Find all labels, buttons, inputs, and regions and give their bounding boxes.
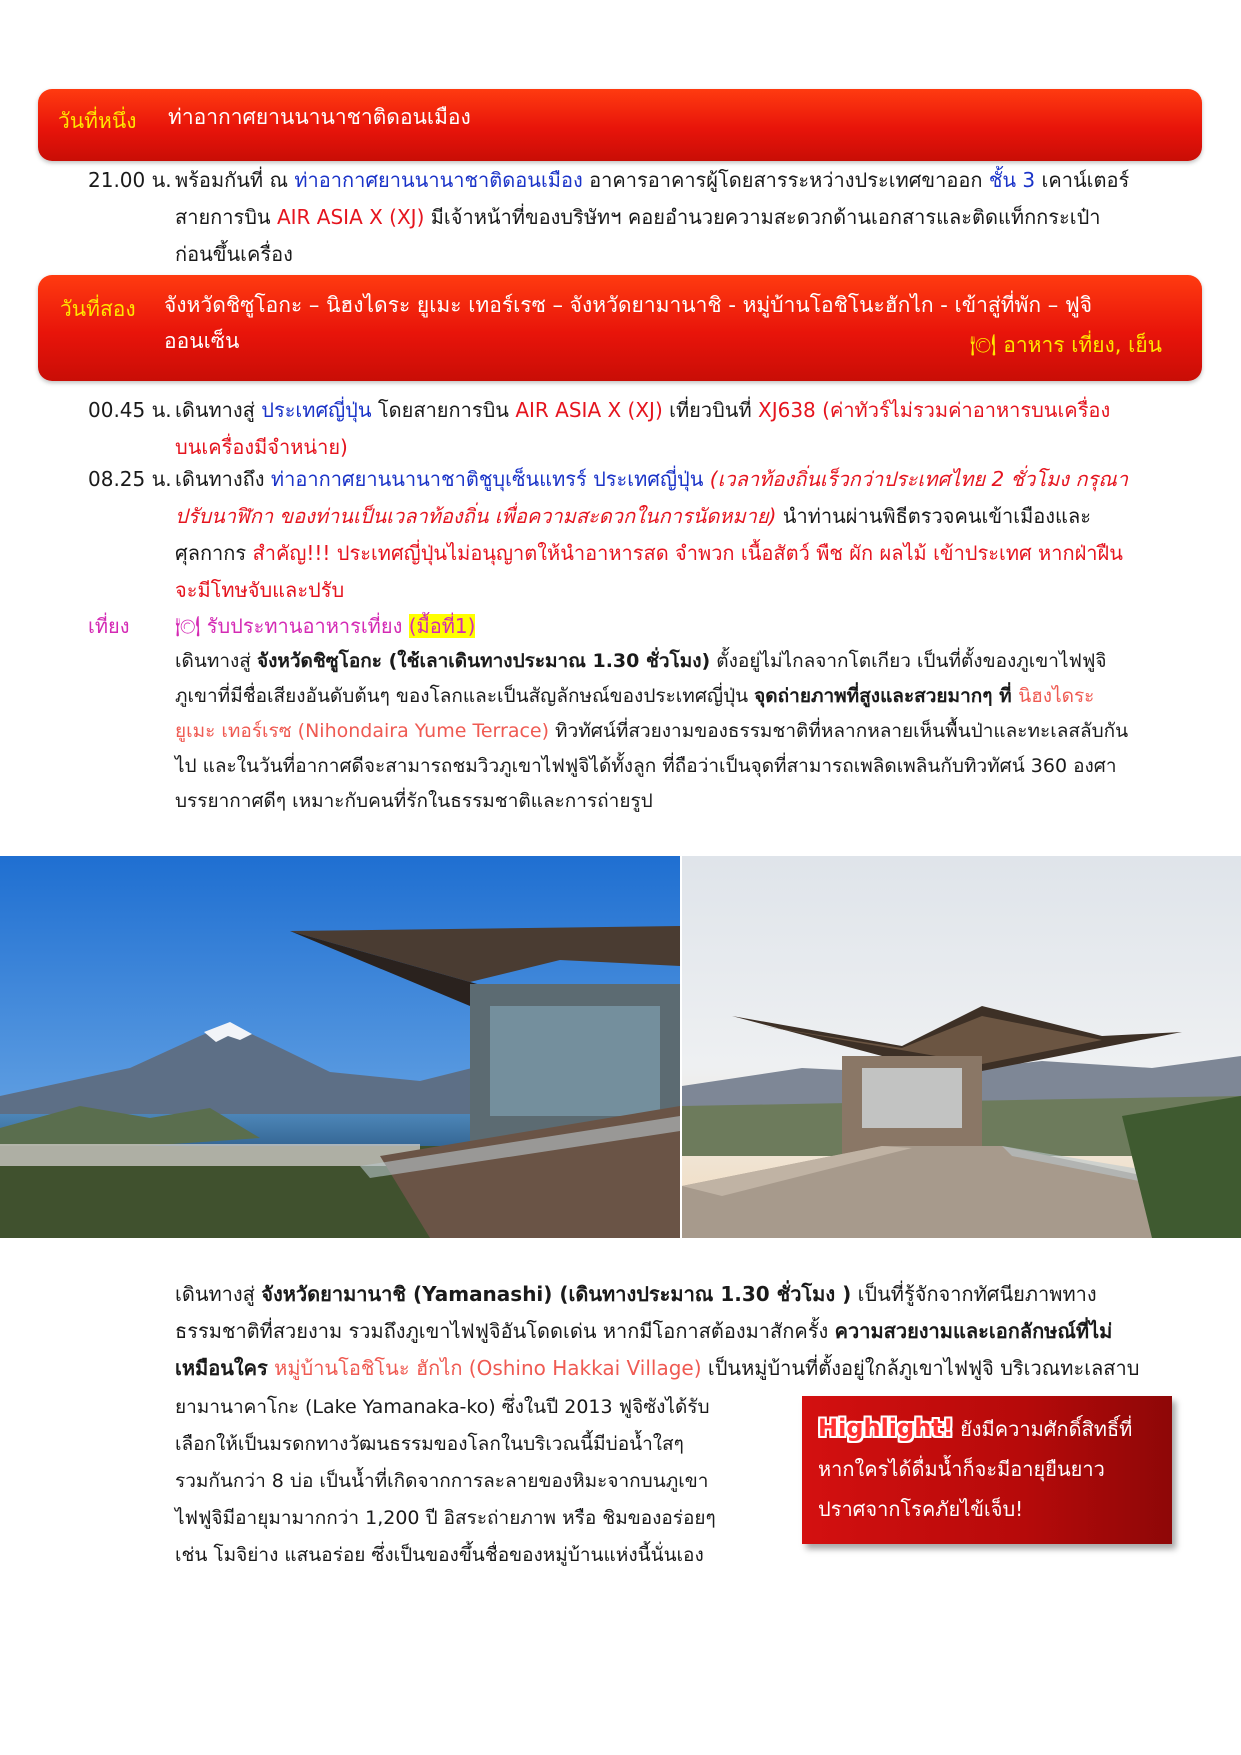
text: พร้อมกันที่ ณ [175,168,295,192]
unique-text: ความสวยงามและเอกลักษณ์ที่ไม่ [834,1319,1113,1343]
airline-text: AIR ASIA X (XJ) [276,205,425,229]
shizuoka-line1 [175,644,1185,679]
oshino-line1: ยามานาคาโกะ (Lake Yamanaka-ko) ซึ่งในปี 2013 ฟูจิซังได้รับ [175,1396,710,1418]
text: สายการบิน [175,205,277,229]
day2-title-line2: ออนเซ็น [164,329,240,353]
day2-label: วันที่สอง [60,297,136,321]
text: ภูเขาที่มีชื่อเสียงอันดับต้นๆ ของโลกและเป็นสัญลักษณ์ของประเทศญี่ปุ่น [175,685,755,707]
yamanashi-paragraph [175,1276,1185,1387]
text: นำท่านผ่านพิธีตรวจคนเข้าเมืองและ [776,504,1091,528]
time-note: (เวลาท้องถิ่นเร็วกว่าประเทศไทย 2 ชั่วโมง กรุณา [703,467,1129,491]
arrive-airport: ท่าอากาศยานนานาชาติชูบุเซ็นแทรร์ ประเทศญี่ปุ่น [270,467,704,491]
text: อาคารอาคารผู้โดยสารระหว่างประเทศขาออก [582,168,989,192]
day1-line2 [175,199,1175,236]
photo-spot-text: จุดถ่ายภาพที่สูงและสวยมากๆ ที่ [754,685,1019,707]
fuji-terrace-photo [0,856,680,1238]
fuji-terrace-illustration [0,856,680,1238]
day1-line1 [175,162,1175,199]
yamanashi-heading: จังหวัดยามานาชิ (Yamanashi) (เดินทางประมาณ 1.30 ชั่วโมง ) [261,1282,852,1306]
airline-text: AIR ASIA X (XJ) [515,398,663,422]
text: ศุลกากร [175,541,253,565]
day1-label: วันที่หนึ่ง [58,109,137,133]
highlight-line1 [818,1408,1163,1449]
day2-title-line1: จังหวัดชิซูโอกะ – นิฮงไดระ ยูเมะ เทอร์เรซ – จังหวัดยามานาชิ - หมู่บ้านโอชิโนะฮักไก - เข้าสู่ที่พัก – ฟูจิ [164,293,1093,317]
lunch-label: เที่ยง [88,614,130,638]
text: เดินทางสู่ [175,1282,262,1306]
shizuoka-line4: ไป และในวันที่อากาศดีจะสามารถชมวิวภูเขาไฟฟูจิได้ทั้งลูก ที่ถือว่าเป็นจุดที่สามารถเพลิดเพลินกับทิวทัศน์ 360 องศา [175,755,1117,777]
meal-count-badge: (มื้อที่1) [408,614,476,638]
flight-number: XJ638 (ค่าทัวร์ไม่รวมค่าอาหารบนเครื่อง [758,398,1111,422]
arrive-line3 [175,535,1185,572]
arrive-paragraph [175,461,1185,609]
yume-terrace-name: ยูเมะ เทอร์เรซ (Nihondaira Yume Terrace) [175,720,550,742]
day1-title: ท่าอากาศยานนานาชาติดอนเมือง [168,105,471,129]
day1-line3: ก่อนขึ้นเครื่อง [175,242,293,266]
flight-time: 00.45 น. [88,398,172,422]
text: เที่ยวบินที่ [662,398,758,422]
text: ธรรมชาติที่สวยงาม รวมถึงภูเขาไฟฟูจิอันโดดเด่น หากมีโอกาสต้องมาสักครั้ง [175,1319,835,1343]
oshino-line3: รวมกันกว่า 8 บ่อ เป็นน้ำที่เกิดจากการละลายของหิมะจากบนภูเขา [175,1470,709,1492]
lunch-line [175,608,475,645]
text: โดยสายการบิน [371,398,516,422]
day1-banner [38,89,1202,161]
day2-meals: 🍽 อาหาร เที่ยง, เย็น [969,333,1162,357]
shizuoka-line3 [175,714,1185,749]
country-text: ประเทศญี่ปุ่น [261,398,372,422]
text: เดินทางสู่ [175,398,262,422]
shizuoka-heading: จังหวัดชิซูโอกะ (ใช้เลาเดินทางประมาณ 1.30 ชั่วโมง) [256,650,711,672]
arrive-line1 [175,461,1185,498]
lunch-text: 🍽 รับประทานอาหารเที่ยง [175,614,409,638]
shizuoka-paragraph [175,644,1185,819]
food-warning: สำคัญ!!! ประเทศญี่ปุ่นไม่อนุญาตให้นำอาหารสด จำพวก เนื้อสัตว์ พืช ผัก ผลไม้ เข้าประเทศ หากฝ่าฝืน [252,541,1123,565]
shizuoka-line5: บรรยากาศดีๆ เหมาะกับคนที่รักในธรรมชาติและการถ่ายรูป [175,790,653,812]
oshino-line4: ไฟฟูจิมีอายุมามากกว่า 1,200 ปี อิสระถ่ายภาพ หรือ ชิมของอร่อยๆ [175,1507,716,1529]
arrive-time: 08.25 น. [88,467,172,491]
unique-text-cont: เหมือนใคร [175,1356,268,1380]
airport-link: ท่าอากาศยานนานาชาติดอนเมือง [294,168,583,192]
yamanashi-line3 [175,1350,1185,1387]
text: เดินทางสู่ [175,650,257,672]
arrive-line2 [175,498,1185,535]
highlight-text [818,1408,1163,1529]
text: เคาน์เตอร์ [1035,168,1130,192]
flight-paragraph [175,392,1175,466]
text: ตั้งอยู่ไม่ไกลจากโตเกียว เป็นที่ตั้งของภูเขาไฟฟูจิ [710,650,1107,672]
text: เดินทางถึง [175,467,271,491]
floor-text: ชั้น 3 [988,168,1036,192]
nihondaira-name: นิฮงไดระ [1018,685,1095,707]
shizuoka-line2 [175,679,1185,714]
text: มีเจ้าหน้าที่ของบริษัทฯ คอยอำนวยความสะดวกด้านเอกสารและติดแท็กกระเป๋า [424,205,1101,229]
oshino-hakkai-name: หมู่บ้านโอชิโนะ ฮักไก (Oshino Hakkai Village) [267,1356,702,1380]
oshino-line2: เลือกให้เป็นมรดกทางวัฒนธรรมของโลกในบริเวณนี้มีบ่อน้ำใสๆ [175,1433,684,1455]
oshino-line5: เช่น โมจิย่าง แสนอร่อย ซึ่งเป็นของขึ้นชื่อของหมู่บ้านแห่งนี้นั่นเอง [175,1544,704,1566]
day1-time: 21.00 น. [88,168,172,192]
text: ทิวทัศน์ที่สวยงามของธรรมชาติที่หลากหลายเห็นพื้นป่าและทะเลสลับกัน [549,720,1129,742]
yamanashi-line1 [175,1276,1185,1313]
highlight-line3: ปราศจากโรคภัยไข้เจ็บ! [818,1497,1024,1521]
highlight-line2: หากใครได้ดื่มน้ำก็จะมีอายุยืนยาว [818,1457,1105,1481]
highlight-word: Highlight! [818,1414,954,1442]
flight-line2: บนเครื่องมีจำหน่าย) [175,435,348,459]
day2-banner [38,275,1202,381]
terrace-deck-illustration [682,856,1241,1238]
text: ยังมีความศักดิ์สิทธิ์ที่ [953,1417,1133,1441]
day1-paragraph [175,162,1175,273]
oshino-paragraph [175,1389,785,1574]
time-note-cont: ปรับนาฬิกา ของท่านเป็นเวลาท้องถิ่น เพื่อความสะดวกในการนัดหมาย) [175,504,777,528]
text: เป็นที่รู้จักจากทัศนียภาพทาง [851,1282,1097,1306]
highlight-box [802,1396,1172,1544]
terrace-deck-photo [682,856,1241,1238]
text: เป็นหมู่บ้านที่ตั้งอยู่ใกล้ภูเขาไฟฟูจิ บริเวณทะเลสาบ [701,1356,1140,1380]
arrive-line4: จะมีโทษจับและปรับ [175,578,345,602]
yamanashi-line2 [175,1313,1185,1350]
flight-line1 [175,392,1175,429]
